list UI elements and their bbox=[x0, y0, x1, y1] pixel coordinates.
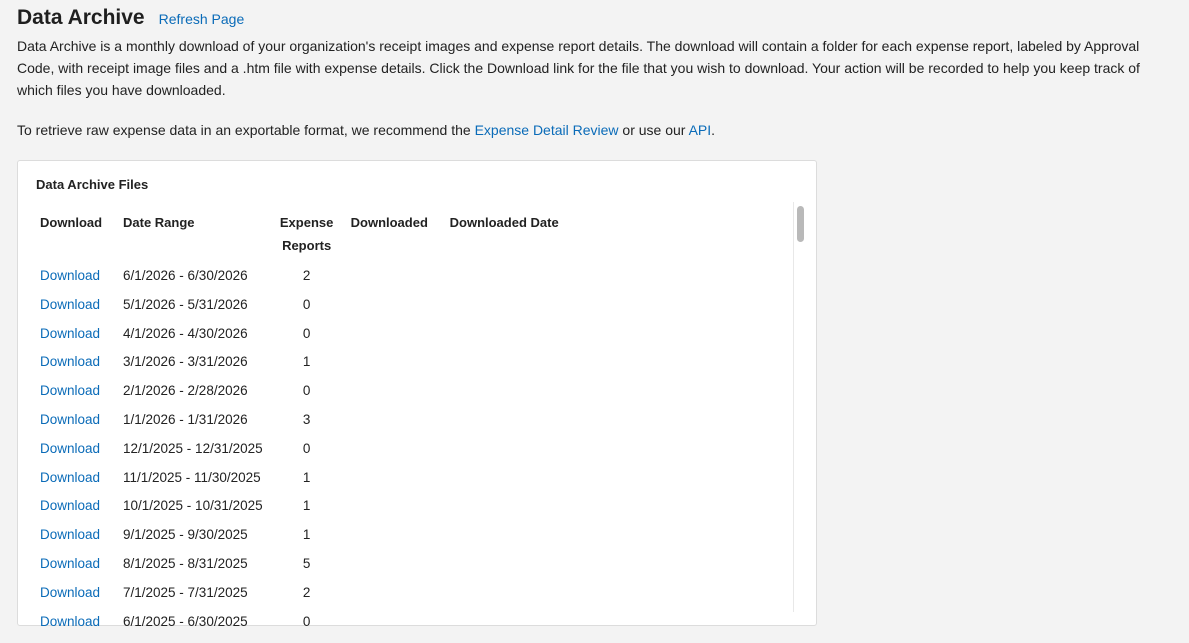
table-row bbox=[34, 521, 590, 550]
retrieve-prefix: To retrieve raw expense data in an exportable format, we recommend the bbox=[17, 122, 475, 138]
cell-downloaded-date bbox=[444, 608, 590, 637]
table-row bbox=[34, 492, 590, 521]
cell-downloaded-date bbox=[444, 550, 590, 579]
cell-download bbox=[34, 262, 117, 291]
cell-download bbox=[34, 521, 117, 550]
cell-expense-reports: 0 bbox=[302, 325, 311, 341]
header-date-range: Date Range bbox=[123, 215, 195, 230]
table-row bbox=[34, 320, 590, 349]
table-row bbox=[34, 579, 590, 608]
cell-expense-reports: 5 bbox=[302, 555, 311, 571]
cell-download bbox=[34, 320, 117, 349]
cell-date-range: 11/1/2025 - 11/30/2025 bbox=[123, 469, 261, 485]
header-downloaded-date: Downloaded Date bbox=[449, 215, 559, 230]
cell-download bbox=[34, 464, 117, 493]
table-row bbox=[34, 291, 590, 320]
header-downloaded: Downloaded bbox=[350, 215, 428, 230]
cell-expense-reports: 0 bbox=[302, 613, 311, 629]
retrieve-middle: or use our bbox=[618, 122, 689, 138]
cell-downloaded-date bbox=[444, 377, 590, 406]
header-download: Download bbox=[40, 215, 103, 230]
cell-downloaded-date bbox=[444, 291, 590, 320]
cell-expense-reports: 1 bbox=[302, 469, 311, 485]
cell-download bbox=[34, 406, 117, 435]
table-header-row bbox=[34, 206, 590, 262]
cell-download bbox=[34, 492, 117, 521]
download-link[interactable]: Download bbox=[40, 354, 101, 370]
cell-downloaded-date bbox=[444, 579, 590, 608]
table-row bbox=[34, 608, 590, 637]
cell-expense-reports: 1 bbox=[302, 498, 311, 514]
panel-title: Data Archive Files bbox=[36, 177, 149, 192]
cell-downloaded-date bbox=[444, 406, 590, 435]
cell-date-range: 4/1/2026 - 4/30/2026 bbox=[123, 325, 248, 341]
retrieve-text bbox=[17, 119, 715, 141]
cell-download bbox=[34, 348, 117, 377]
page-title: Data Archive bbox=[17, 6, 145, 29]
cell-date-range: 8/1/2025 - 8/31/2025 bbox=[123, 555, 248, 571]
table-row bbox=[34, 262, 590, 291]
cell-download bbox=[34, 435, 117, 464]
cell-downloaded bbox=[345, 348, 444, 377]
cell-date-range: 10/1/2025 - 10/31/2025 bbox=[123, 498, 263, 514]
page-description: Data Archive is a monthly download of your organization's receipt images and expense report details. The download will contain a folder for each expense report, labeled by Approval Code, with receipt image files and a .htm file with expense details. Click the Download link for the file that you wish to download. Your action will be recorded to help you keep track of which files you have downloaded. bbox=[17, 38, 1140, 98]
api-link[interactable]: API bbox=[688, 122, 712, 138]
cell-downloaded bbox=[345, 406, 444, 435]
download-link[interactable]: Download bbox=[40, 296, 101, 312]
cell-downloaded-date bbox=[444, 348, 590, 377]
cell-downloaded-date bbox=[444, 435, 590, 464]
download-link[interactable]: Download bbox=[40, 613, 101, 629]
download-link[interactable]: Download bbox=[40, 555, 101, 571]
page-header bbox=[17, 6, 244, 30]
cell-date-range: 6/1/2025 - 6/30/2025 bbox=[123, 613, 248, 629]
download-link[interactable]: Download bbox=[40, 383, 101, 399]
cell-downloaded-date bbox=[444, 521, 590, 550]
archive-table-scroll-area[interactable] bbox=[34, 206, 792, 629]
cell-date-range: 12/1/2025 - 12/31/2025 bbox=[123, 440, 263, 456]
table-row bbox=[34, 435, 590, 464]
cell-downloaded bbox=[345, 550, 444, 579]
scrollbar-thumb[interactable] bbox=[797, 206, 804, 242]
cell-date-range: 7/1/2025 - 7/31/2025 bbox=[123, 584, 248, 600]
table-scrollbar[interactable] bbox=[793, 202, 808, 612]
cell-download bbox=[34, 608, 117, 637]
cell-downloaded bbox=[345, 435, 444, 464]
cell-expense-reports: 3 bbox=[302, 411, 311, 427]
table-row bbox=[34, 377, 590, 406]
table-row bbox=[34, 348, 590, 377]
cell-downloaded bbox=[345, 492, 444, 521]
cell-downloaded bbox=[345, 320, 444, 349]
cell-downloaded bbox=[345, 608, 444, 637]
cell-download bbox=[34, 550, 117, 579]
cell-date-range: 9/1/2025 - 9/30/2025 bbox=[123, 527, 248, 543]
cell-expense-reports: 1 bbox=[302, 527, 311, 543]
cell-download bbox=[34, 291, 117, 320]
expense-detail-review-link[interactable]: Expense Detail Review bbox=[474, 122, 619, 138]
cell-downloaded bbox=[345, 377, 444, 406]
cell-expense-reports: 0 bbox=[302, 383, 311, 399]
cell-downloaded bbox=[345, 464, 444, 493]
cell-expense-reports: 1 bbox=[302, 354, 311, 370]
download-link[interactable]: Download bbox=[40, 440, 101, 456]
cell-expense-reports: 0 bbox=[302, 440, 311, 456]
download-link[interactable]: Download bbox=[40, 469, 101, 485]
cell-downloaded-date bbox=[444, 262, 590, 291]
cell-date-range: 1/1/2026 - 1/31/2026 bbox=[123, 411, 248, 427]
cell-date-range: 3/1/2026 - 3/31/2026 bbox=[123, 354, 248, 370]
table-row bbox=[34, 406, 590, 435]
cell-date-range: 6/1/2026 - 6/30/2026 bbox=[123, 268, 248, 283]
cell-downloaded bbox=[345, 521, 444, 550]
cell-downloaded-date bbox=[444, 492, 590, 521]
refresh-page-link[interactable]: Refresh Page bbox=[158, 11, 245, 27]
download-link[interactable]: Download bbox=[40, 584, 101, 600]
download-link[interactable]: Download bbox=[40, 527, 101, 543]
cell-downloaded bbox=[345, 262, 444, 291]
cell-download bbox=[34, 579, 117, 608]
archive-table-body bbox=[34, 262, 590, 636]
download-link[interactable]: Download bbox=[40, 325, 101, 341]
table-row bbox=[34, 550, 590, 579]
data-archive-files-panel bbox=[17, 160, 817, 629]
cell-expense-reports: 2 bbox=[302, 268, 311, 283]
header-expense-reports: Expense Reports bbox=[279, 215, 334, 253]
cell-expense-reports: 2 bbox=[302, 584, 311, 600]
retrieve-suffix: . bbox=[711, 122, 716, 138]
archive-table bbox=[34, 206, 590, 636]
download-link[interactable]: Download bbox=[40, 268, 101, 283]
cell-downloaded bbox=[345, 579, 444, 608]
download-link[interactable]: Download bbox=[40, 411, 101, 427]
download-link[interactable]: Download bbox=[40, 498, 101, 514]
table-row bbox=[34, 464, 590, 493]
cell-date-range: 5/1/2026 - 5/31/2026 bbox=[123, 296, 248, 312]
cell-date-range: 2/1/2026 - 2/28/2026 bbox=[123, 383, 248, 399]
cell-expense-reports: 0 bbox=[302, 296, 311, 312]
cell-downloaded-date bbox=[444, 320, 590, 349]
cell-downloaded-date bbox=[444, 464, 590, 493]
cell-downloaded bbox=[345, 291, 444, 320]
cell-download bbox=[34, 377, 117, 406]
